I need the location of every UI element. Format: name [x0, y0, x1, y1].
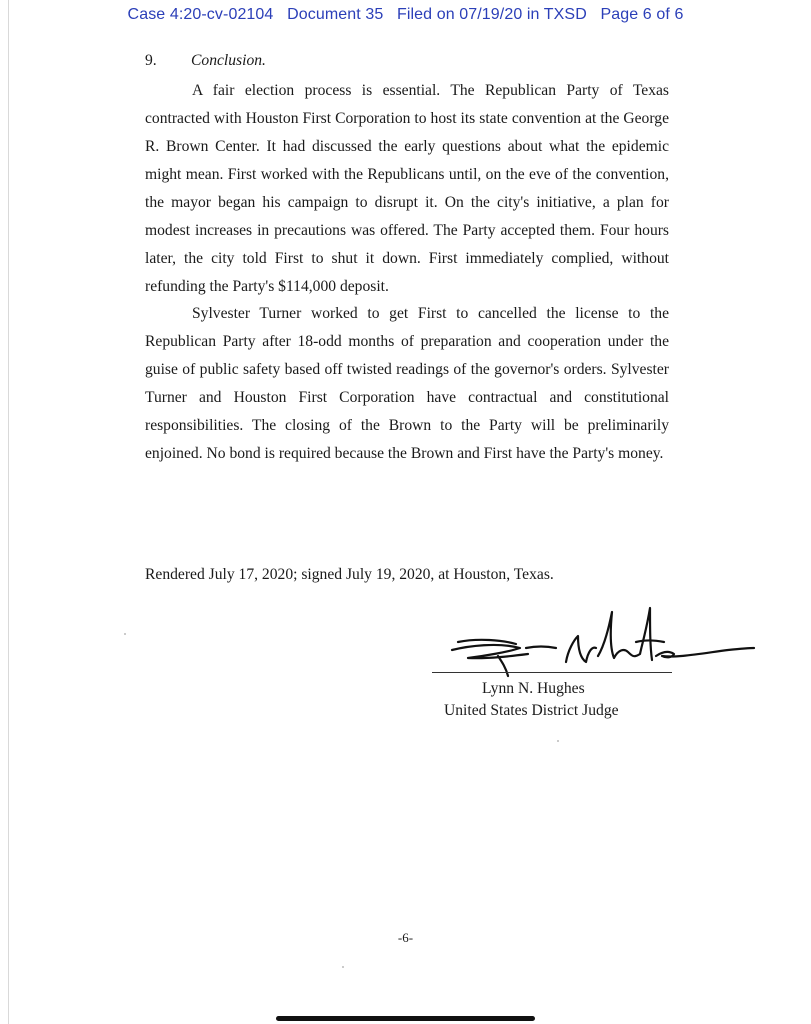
conclusion-paragraph-2 — [145, 300, 669, 468]
judge-title: United States District Judge — [444, 702, 619, 719]
home-indicator[interactable] — [276, 1016, 535, 1021]
section-title: Conclusion. — [191, 52, 266, 69]
court-header — [0, 6, 811, 24]
signature-line — [432, 672, 672, 673]
page-edge — [8, 0, 9, 1024]
conclusion-paragraph-1 — [145, 77, 669, 301]
signature-scribble-icon — [428, 602, 758, 682]
scan-speck — [557, 740, 559, 742]
judge-signature — [428, 602, 758, 682]
judge-name: Lynn N. Hughes — [482, 680, 585, 697]
document-number: Document 35 — [287, 6, 384, 23]
page-indicator: Page 6 of 6 — [600, 6, 684, 23]
section-number: 9. — [145, 52, 157, 69]
filed-date: Filed on 07/19/20 in TXSD — [396, 6, 587, 23]
section-heading — [145, 52, 266, 70]
paragraph-text: Sylvester Turner worked to get First to cancelled the license to the Republican Party after 18-odd months of preparation and cooperation under the guise of public safety based off twisted readings of the governor's orders. Sylvester Turner and Houston First Corporation have contractual and constitutional responsibilities. The closing of the Brown to the Party will be preliminarily enjoined. No bond is required because the Brown and First have the Party's money. — [145, 305, 669, 462]
paragraph-text: A fair election process is essential. The Republican Party of Texas contracted with Houston First Corporation to host its state convention at the George R. Brown Center. It had discussed the early questions about what the epidemic might mean. First worked with the Republicans until, on the eve of the convention, the mayor began his campaign to disrupt it. On the city's initiative, a plan for modest increases in precautions was offered. The Party accepted them. Four hours later, the city told First to shut it down. First immediately complied, without refunding the Party's $114,000 deposit. — [145, 82, 669, 295]
page-number: -6- — [397, 930, 414, 945]
case-number: Case 4:20-cv-02104 — [127, 6, 274, 23]
rendered-date-line: Rendered July 17, 2020; signed July 19, 2020, at Houston, Texas. — [145, 566, 554, 583]
scan-speck — [342, 966, 344, 968]
scan-speck — [124, 633, 126, 635]
